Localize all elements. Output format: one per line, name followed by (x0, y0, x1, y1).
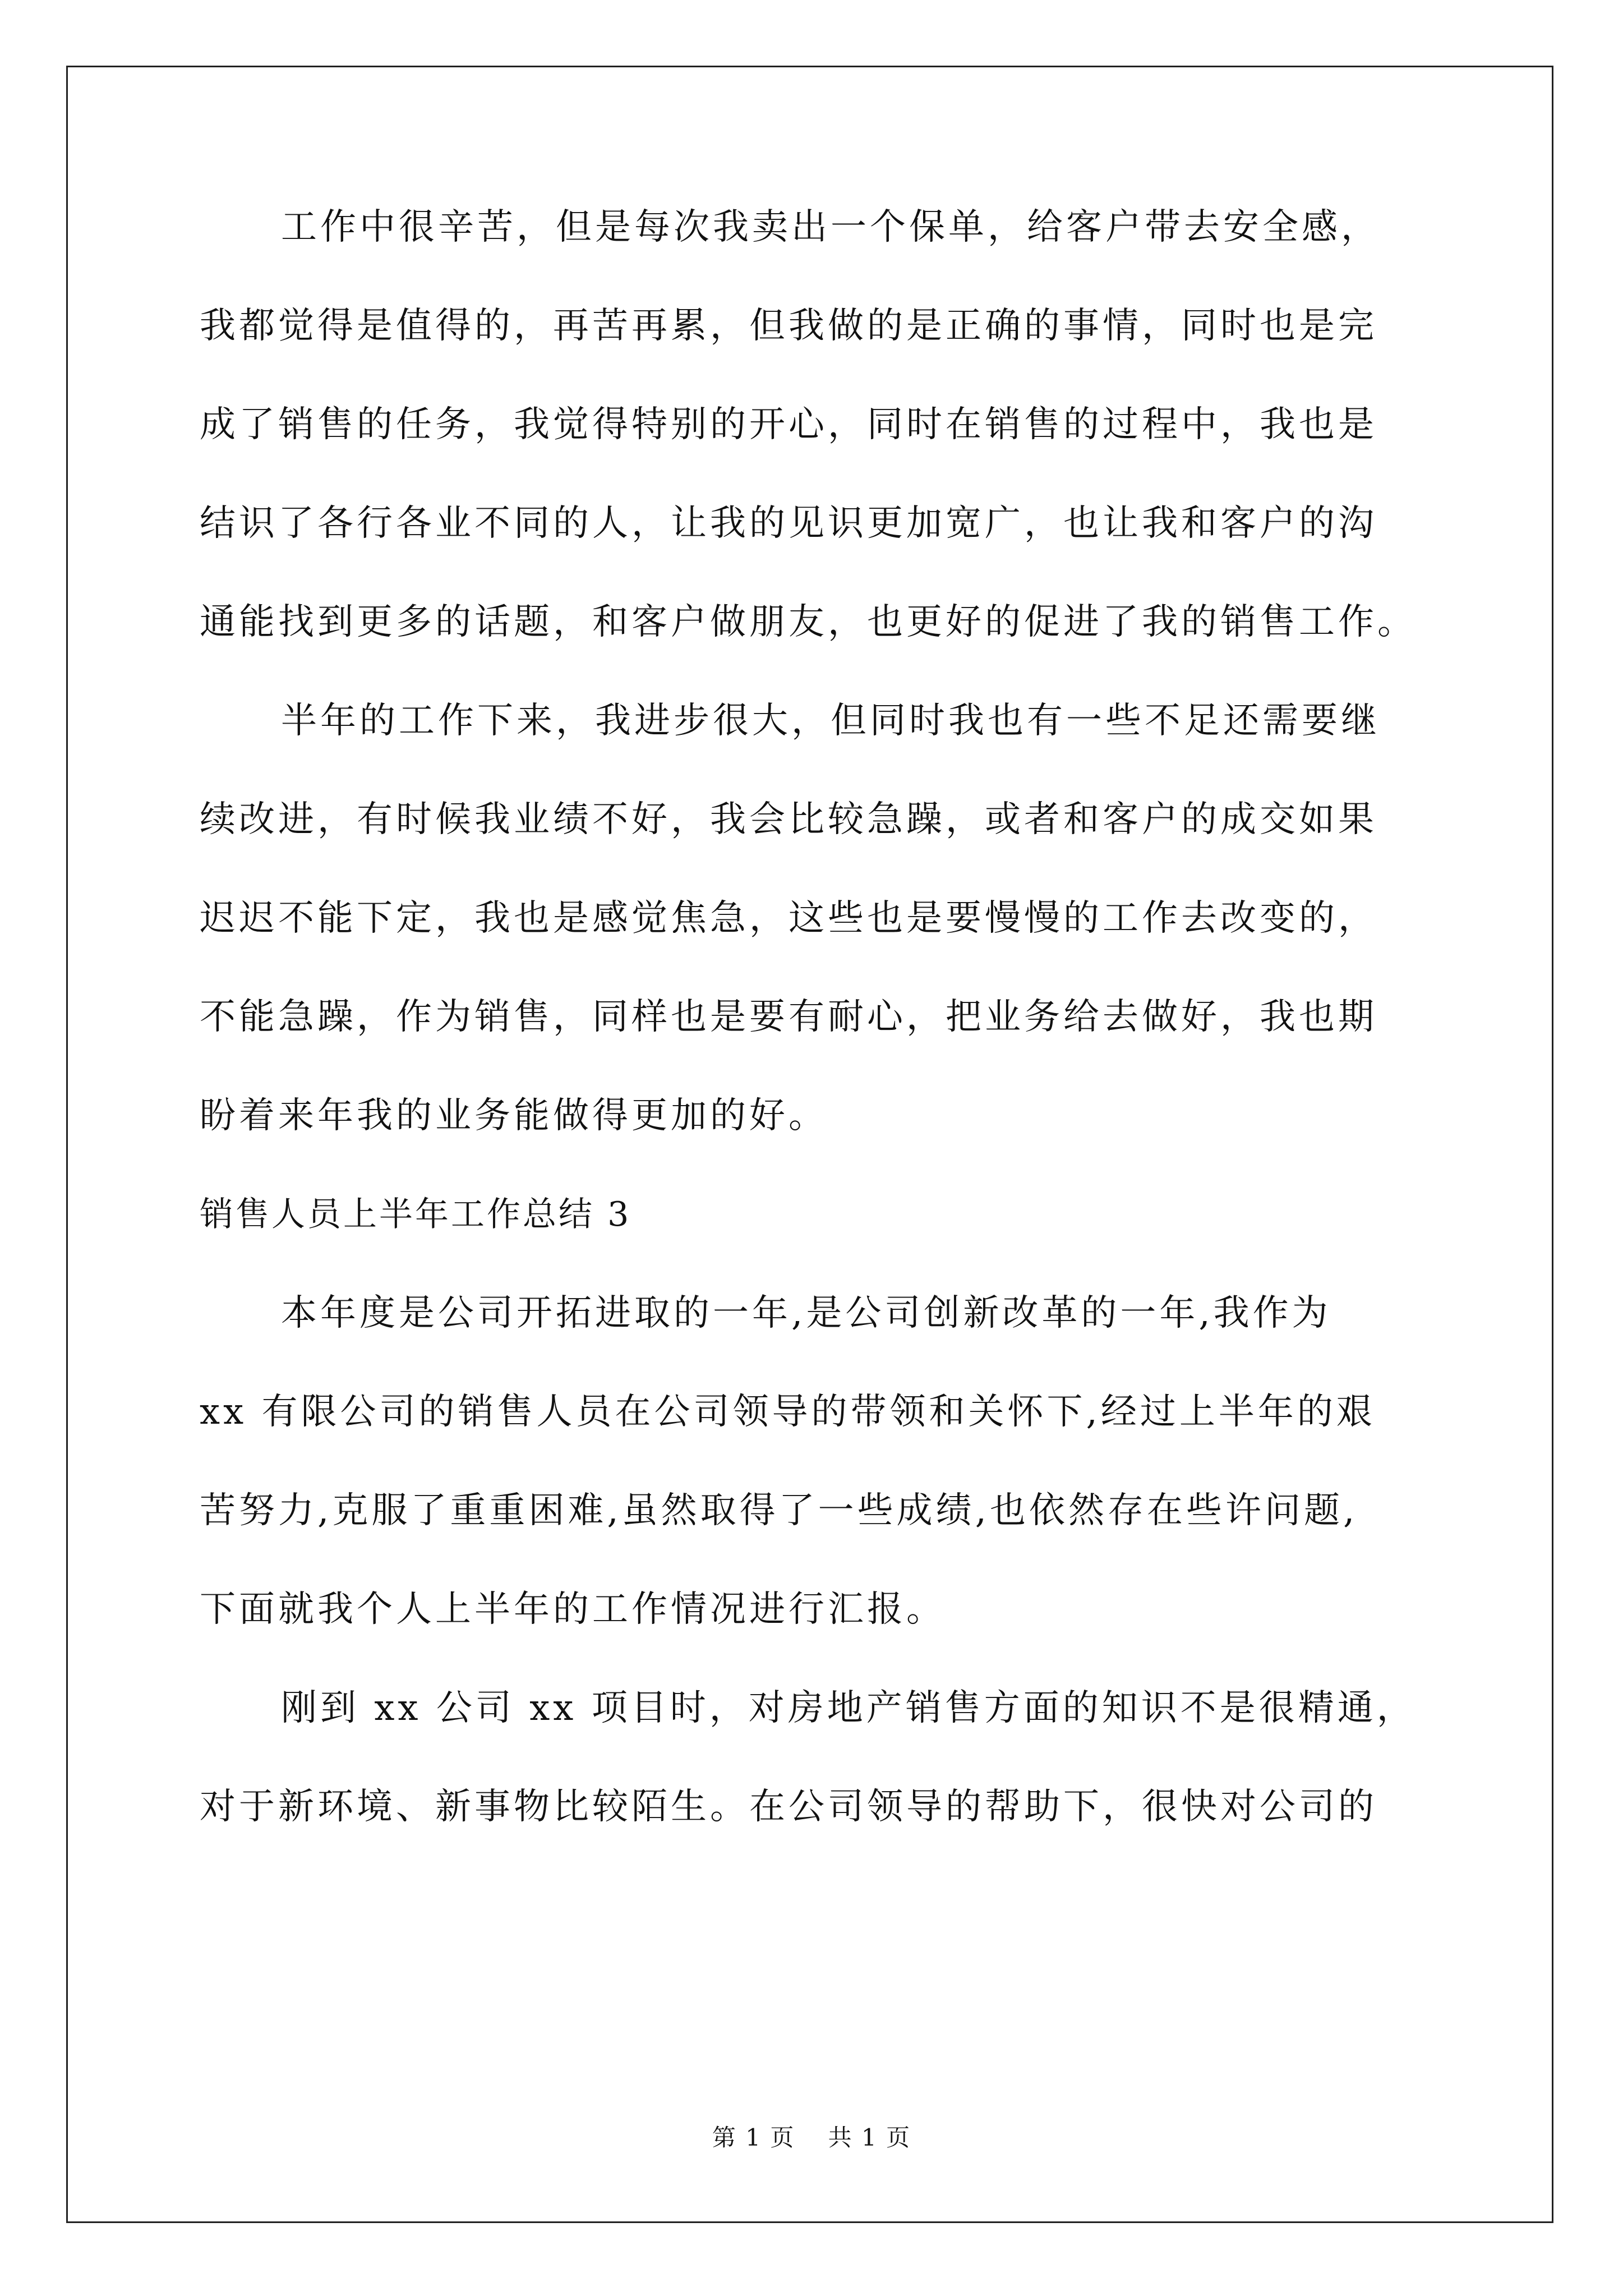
paragraph-line: 迟迟不能下定，我也是感觉焦急，这些也是要慢慢的工作去改变的， (200, 898, 1377, 939)
paragraph-line: 通能找到更多的话题，和客户做朋友，也更好的促进了我的销售工作。 (200, 601, 1417, 643)
paragraph-line: 结识了各行各业不同的人，让我的见识更加宽广，也让我和客户的沟 (200, 503, 1377, 544)
page-border (66, 66, 1553, 2223)
paragraph-line: xx 有限公司的销售人员在公司领导的带领和关怀下,经过上半年的艰 (200, 1391, 1376, 1433)
paragraph-line: 我都觉得是值得的，再苦再累，但我做的是正确的事情，同时也是完 (200, 305, 1377, 347)
paragraph-line: 不能急躁，作为销售，同样也是要有耐心，把业务给去做好，我也期 (200, 996, 1377, 1038)
paragraph-line: 对于新环境、新事物比较陌生。在公司领导的帮助下，很快对公司的 (200, 1786, 1377, 1828)
paragraph-line: 半年的工作下来，我进步很大，但同时我也有一些不足还需要继 (281, 700, 1380, 742)
page-number-footer: 第 1 页 共 1 页 (712, 2124, 911, 2151)
paragraph-line: 工作中很辛苦，但是每次我卖出一个保单，给客户带去安全感， (281, 206, 1380, 248)
paragraph-line: 本年度是公司开拓进取的一年,是公司创新改革的一年,我作为 (281, 1292, 1331, 1334)
paragraph-line: 苦努力,克服了重重困难,虽然取得了一些成绩,也依然存在些许问题, (200, 1490, 1358, 1531)
paragraph-line: 成了销售的任务，我觉得特别的开心，同时在销售的过程中，我也是 (200, 404, 1377, 445)
paragraph-line: 续改进，有时候我业绩不好，我会比较急躁，或者和客户的成交如果 (200, 799, 1377, 840)
paragraph-line: 刚到 xx 公司 xx 项目时，对房地产销售方面的知识不是很精通， (281, 1687, 1416, 1729)
paragraph-line: 盼着来年我的业务能做得更加的好。 (200, 1095, 828, 1137)
section-heading: 销售人员上半年工作总结 3 (200, 1195, 631, 1234)
paragraph-line: 下面就我个人上半年的工作情况进行汇报。 (200, 1589, 946, 1630)
